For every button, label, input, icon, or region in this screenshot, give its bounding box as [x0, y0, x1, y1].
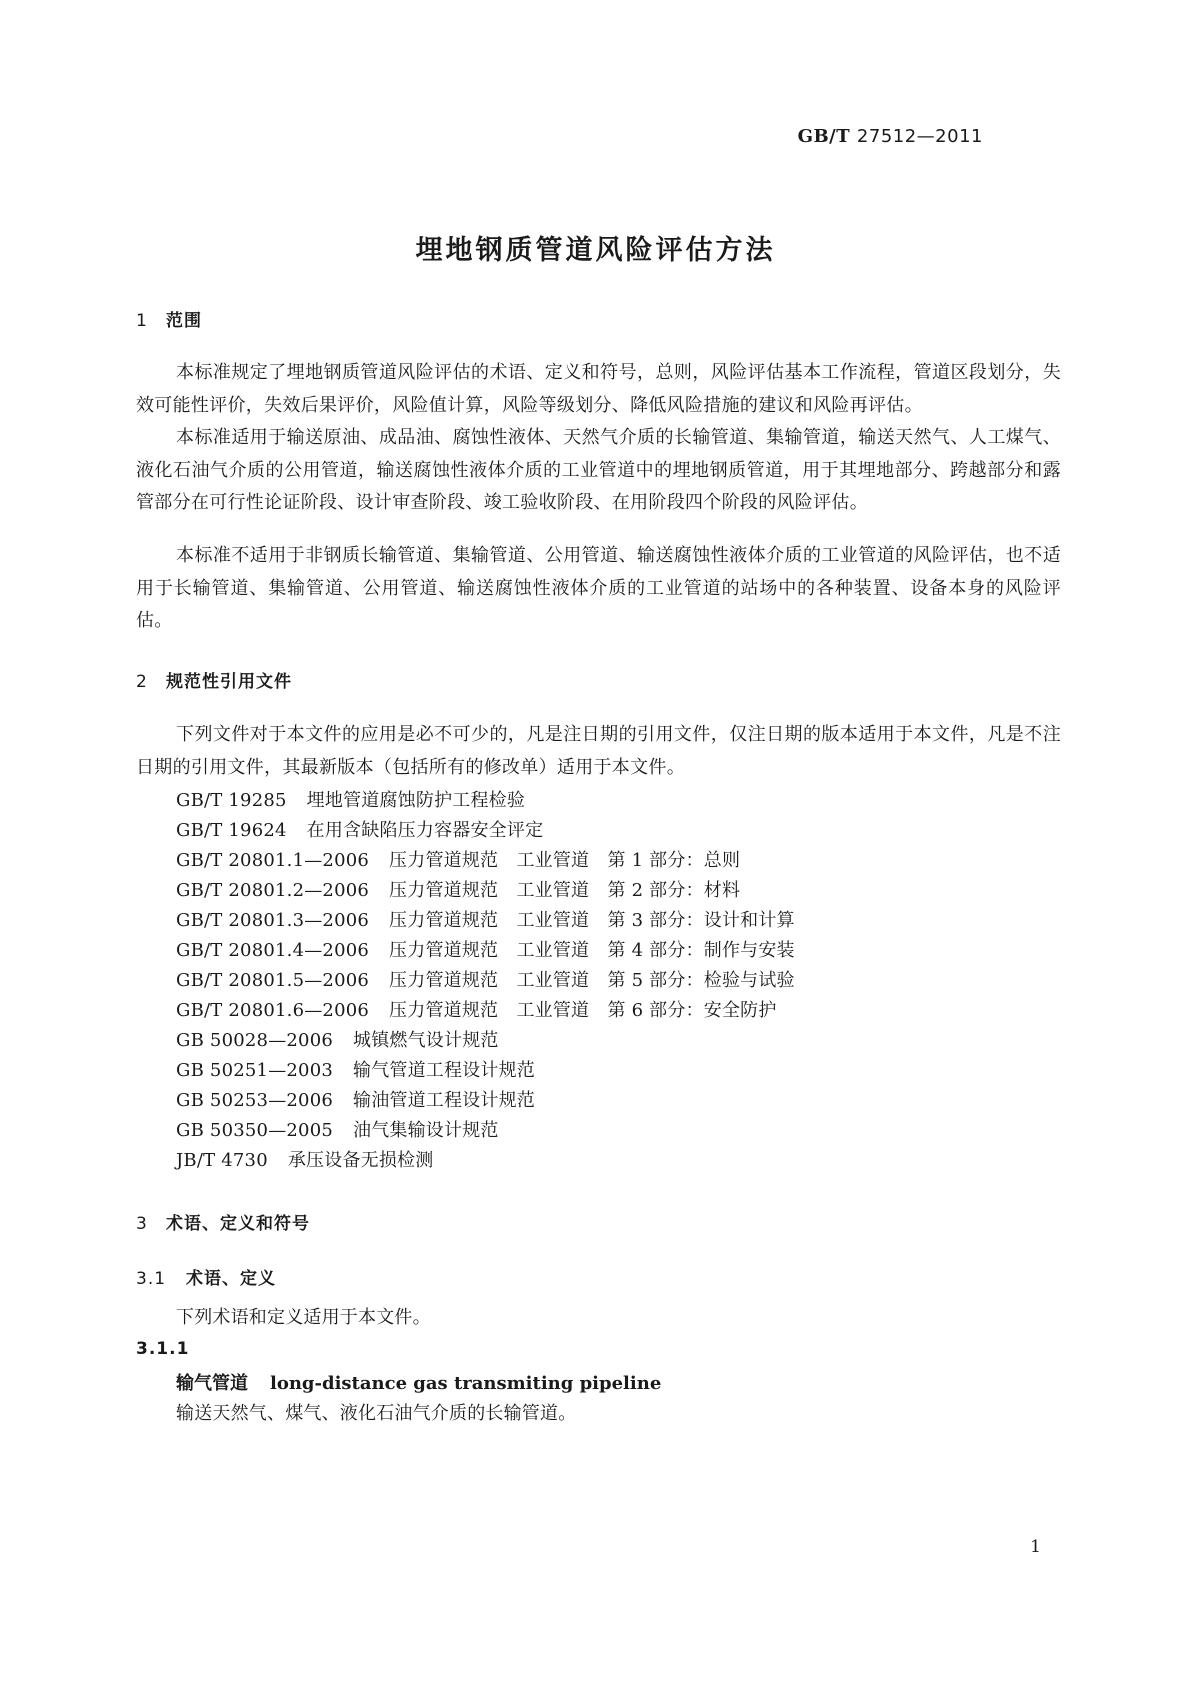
- subsection-intro: 下列术语和定义适用于本文件。: [176, 1307, 431, 1328]
- reference-code: GB/T 20801.5—2006: [176, 970, 370, 991]
- reference-title: 压力管道规范 工业管道 第 4 部分：制作与安装: [389, 940, 795, 961]
- reference-title: 压力管道规范 工业管道 第 5 部分：检验与试验: [389, 970, 795, 991]
- section-2-heading: [136, 667, 292, 692]
- reference-item: [176, 935, 795, 967]
- reference-title: 输气管道工程设计规范: [353, 1060, 535, 1081]
- section-1-paragraph-2: 本标准适用于输送原油、成品油、腐蚀性液体、天然气介质的长输管道、集输管道，输送天然气、人工煤气、液化石油气介质的公用管道，输送腐蚀性液体介质的工业管道中的埋地钢质管道，用于其埋地部分、跨越部分和露管部分在可行性论证阶段、设计审查阶段、竣工验收阶段、在用阶段四个阶段的风险评估。: [136, 427, 1061, 513]
- reference-item: [176, 1145, 433, 1177]
- section-1-heading: [136, 306, 202, 331]
- reference-title: 压力管道规范 工业管道 第 1 部分：总则: [389, 850, 741, 871]
- reference-code: GB/T 20801.2—2006: [176, 880, 370, 901]
- reference-item: [176, 1085, 535, 1117]
- reference-code: GB/T 19624: [176, 820, 287, 841]
- reference-title: 油气集输设计规范: [353, 1120, 499, 1141]
- reference-title: 压力管道规范 工业管道 第 6 部分：安全防护: [389, 1000, 777, 1021]
- reference-item: [176, 815, 543, 847]
- page-number: 1: [1030, 1537, 1041, 1557]
- section-number: 1: [136, 311, 148, 331]
- reference-item: [176, 785, 525, 817]
- section-number: 3: [136, 1214, 148, 1234]
- section-1-paragraph-3: 本标准不适用于非钢质长输管道、集输管道、公用管道、输送腐蚀性液体介质的工业管道的风险评估，也不适用于长输管道、集输管道、公用管道、输送腐蚀性液体介质的工业管道的站场中的各种装置、设备本身的风险评估。: [136, 545, 1061, 631]
- reference-title: 城镇燃气设计规范: [353, 1030, 499, 1051]
- term-chinese: 输气管道: [176, 1373, 248, 1394]
- reference-item: [176, 965, 795, 997]
- reference-item: [176, 905, 795, 937]
- reference-code: GB 50028—2006: [176, 1030, 333, 1051]
- reference-title: 在用含缺陷压力容器安全评定: [306, 820, 544, 841]
- reference-code: GB 50350—2005: [176, 1120, 333, 1141]
- reference-item: [176, 995, 777, 1027]
- subsection-number: 3.1: [136, 1269, 167, 1289]
- standard-code: [798, 126, 983, 147]
- term-heading: [176, 1369, 661, 1395]
- reference-title: 承压设备无损检测: [287, 1150, 434, 1171]
- reference-code: GB 50253—2006: [176, 1090, 333, 1111]
- document-title: 埋地钢质管道风险评估方法: [415, 235, 776, 266]
- reference-item: [176, 1025, 499, 1057]
- reference-item: [176, 1115, 499, 1147]
- subsection-title: 术语、定义: [186, 1269, 276, 1289]
- standard-number: 27512—2011: [856, 126, 983, 147]
- reference-code: GB/T 20801.3—2006: [176, 910, 370, 931]
- reference-item: [176, 1055, 535, 1087]
- term-number: 3.1.1: [136, 1339, 190, 1359]
- reference-item: [176, 845, 740, 877]
- standard-prefix: GB/T: [797, 126, 851, 147]
- reference-code: GB 50251—2003: [176, 1060, 333, 1081]
- section-number: 2: [136, 672, 148, 692]
- section-1-paragraph-1: 本标准规定了埋地钢质管道风险评估的术语、定义和符号，总则，风险评估基本工作流程，管道区段划分，失效可能性评价，失效后果评价，风险值计算，风险等级划分、降低风险措施的建议和风险再评估。: [136, 362, 1061, 416]
- section-title: 规范性引用文件: [166, 672, 292, 692]
- reference-code: GB/T 20801.1—2006: [176, 850, 370, 871]
- section-title: 范围: [166, 311, 202, 331]
- section-2-intro: 下列文件对于本文件的应用是必不可少的，凡是注日期的引用文件，仅注日期的版本适用于本文件，凡是不注日期的引用文件，其最新版本（包括所有的修改单）适用于本文件。: [136, 724, 1061, 778]
- reference-code: GB/T 19285: [176, 790, 287, 811]
- reference-title: 压力管道规范 工业管道 第 3 部分：设计和计算: [389, 910, 795, 931]
- reference-code: GB/T 20801.6—2006: [176, 1000, 370, 1021]
- reference-code: GB/T 20801.4—2006: [176, 940, 370, 961]
- reference-title: 压力管道规范 工业管道 第 2 部分：材料: [389, 880, 741, 901]
- section-title: 术语、定义和符号: [166, 1214, 310, 1234]
- reference-title: 埋地管道腐蚀防护工程检验: [306, 790, 526, 811]
- term-definition: 输送天然气、煤气、液化石油气介质的长输管道。: [176, 1403, 577, 1424]
- section-3-heading: [136, 1209, 310, 1234]
- subsection-3-1-heading: [136, 1264, 276, 1289]
- reference-code: JB/T 4730: [176, 1150, 268, 1171]
- term-english: long-distance gas transmiting pipeline: [270, 1373, 662, 1394]
- reference-item: [176, 875, 740, 907]
- reference-title: 输油管道工程设计规范: [353, 1090, 535, 1111]
